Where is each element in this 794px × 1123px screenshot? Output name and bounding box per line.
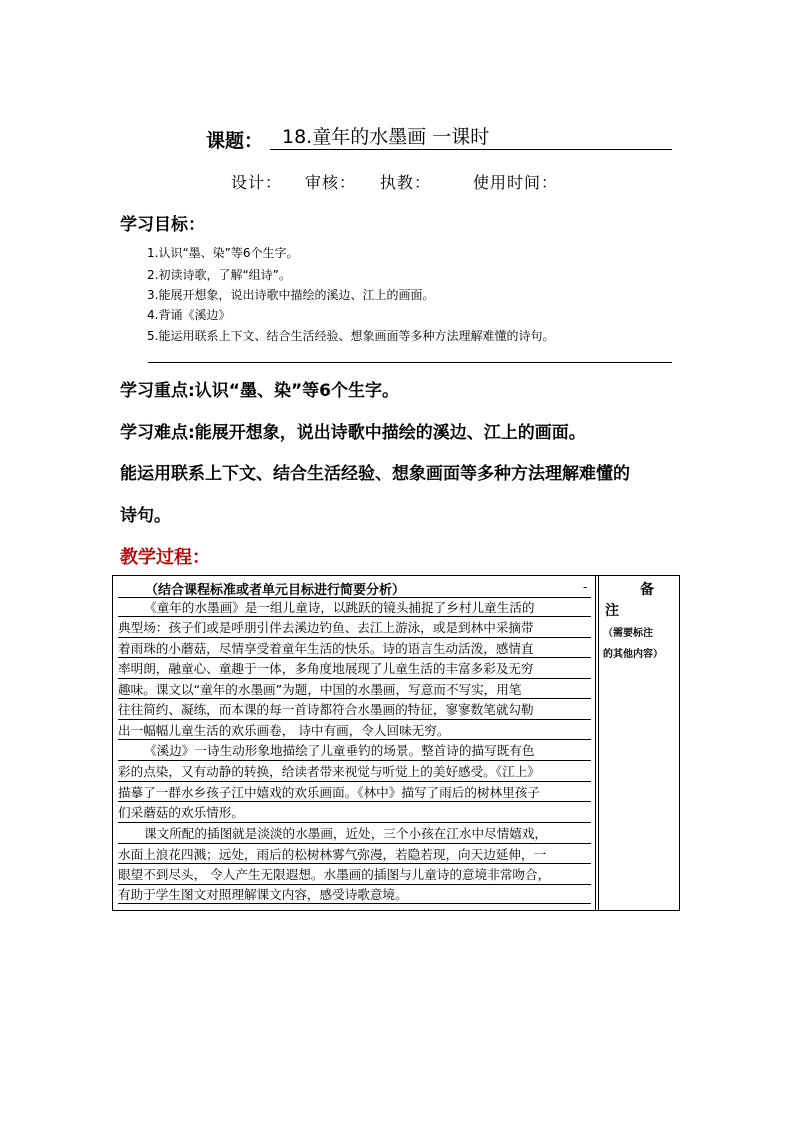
notes-title: 备 [640, 582, 654, 598]
objective-item: 2.初读诗歌，了解“组诗”。 [147, 268, 291, 282]
objective-item: 3.能展开想象，说出诗歌中描绘的溪边、江上的画面。 [147, 288, 435, 302]
row-underline [118, 843, 591, 844]
row-underline [118, 719, 591, 720]
time-label: 使用时间： [473, 173, 559, 192]
lesson-title-label: 课题： [206, 130, 264, 152]
objective-item: 1.认识“墨、染”等6个生字。 [147, 246, 299, 260]
row-underline [118, 760, 591, 761]
table-text-line: 描摹了一群水乡孩子江中嬉戏的欢乐画面。《林中》描写了雨后的树林里孩子 [118, 785, 540, 800]
table-text-line: 率明朗，融童心、童趣于一体，多角度地展现了儿童生活的丰富多彩及无穷 [118, 661, 534, 676]
notes-subtitle: （需要标注 [603, 628, 653, 639]
row-underline [118, 884, 591, 885]
table-header: （结合课程标准或者单元目标进行简要分析） [145, 583, 406, 598]
lesson-title-value: 18.童年的水墨画 一课时 [270, 126, 672, 150]
row-underline [118, 597, 591, 598]
table-text-line: 《童年的水墨画》是一组儿童诗，以跳跃的镜头捕捉了乡村儿童生活的 [144, 600, 535, 615]
table-text-line: 彩的点染，又有动静的转换，给读者带来视觉与听觉上的美好感受。《江上》 [118, 764, 540, 779]
difficulty-line-2: 能运用联系上下文、结合生活经验、想象画面等多种方法理解难懂的 [120, 464, 630, 484]
objectives-heading: 学习目标： [120, 215, 205, 235]
row-underline [118, 781, 591, 782]
row-underline [118, 822, 591, 823]
table-text-line: 典型场：孩子们或是呼朋引伴去溪边钓鱼、去江上游泳，或是到林中采摘带 [118, 620, 534, 635]
difficulty-line-1: 学习难点:能展开想象，说出诗歌中描绘的溪边、江上的画面。 [120, 423, 586, 443]
process-heading: 教学过程： [120, 547, 210, 568]
key-points: 学习重点:认识“墨、染”等6个生字。 [120, 381, 399, 401]
table-text-line: 着雨珠的小蘑菇，尽情享受着童年生活的快乐。诗的语言生动活泼，感情直 [118, 641, 534, 656]
table-text-line: 水面上浪花四溅；远处，雨后的松树林雾气弥漫，若隐若现，向天边延伸，一 [118, 847, 547, 862]
objective-item: 5.能运用联系上下文、结合生活经验、想象画面等多种方法理解难懂的诗句。 [147, 329, 555, 343]
table-text-line: 《溪边》一诗生动形象地描绘了儿童垂钓的场景。整首诗的描写既有色 [144, 743, 535, 758]
row-underline [118, 678, 591, 679]
table-text-line: 出一幅幅儿童生活的欢乐画卷， 诗中有画，令人回味无穷。 [118, 723, 450, 738]
table-text-line: 往往简约、凝练，而本课的每一首诗都符合水墨画的特征，寥寥数笔就勾勒 [118, 702, 534, 717]
table-header-mark: - [583, 580, 588, 594]
table-column-divider [595, 575, 596, 911]
design-label: 设计： [231, 173, 283, 192]
notes-subtitle: 的其他内容） [603, 649, 663, 660]
table-text-line: 有助于学生图文对照理解课文内容，感受诗歌意境。 [118, 887, 408, 902]
table-text-line: 们采蘑菇的欢乐情形。 [118, 805, 244, 820]
row-underline [118, 637, 591, 638]
table-text-line: 趣味。课文以“童年的水墨画”为题，中国的水墨画，写意而不写实，用笔 [118, 682, 522, 697]
table-column-divider [598, 575, 599, 911]
teach-label: 执教： [380, 173, 432, 192]
table-text-line: 课文所配的插图就是淡淡的水墨画，近处，三个小孩在江水中尽情嬉戏， [144, 826, 547, 841]
table-text-line: 眼望不到尽头， 令人产生无限遐想。水墨画的插图与儿童诗的意境非常吻合， [118, 867, 551, 882]
objective-item: 4.背诵《溪边》 [147, 308, 231, 322]
review-label: 审核： [305, 173, 357, 192]
notes-title-second: 注 [605, 603, 619, 619]
difficulty-line-3: 诗句。 [120, 506, 171, 526]
objectives-divider [148, 362, 672, 363]
